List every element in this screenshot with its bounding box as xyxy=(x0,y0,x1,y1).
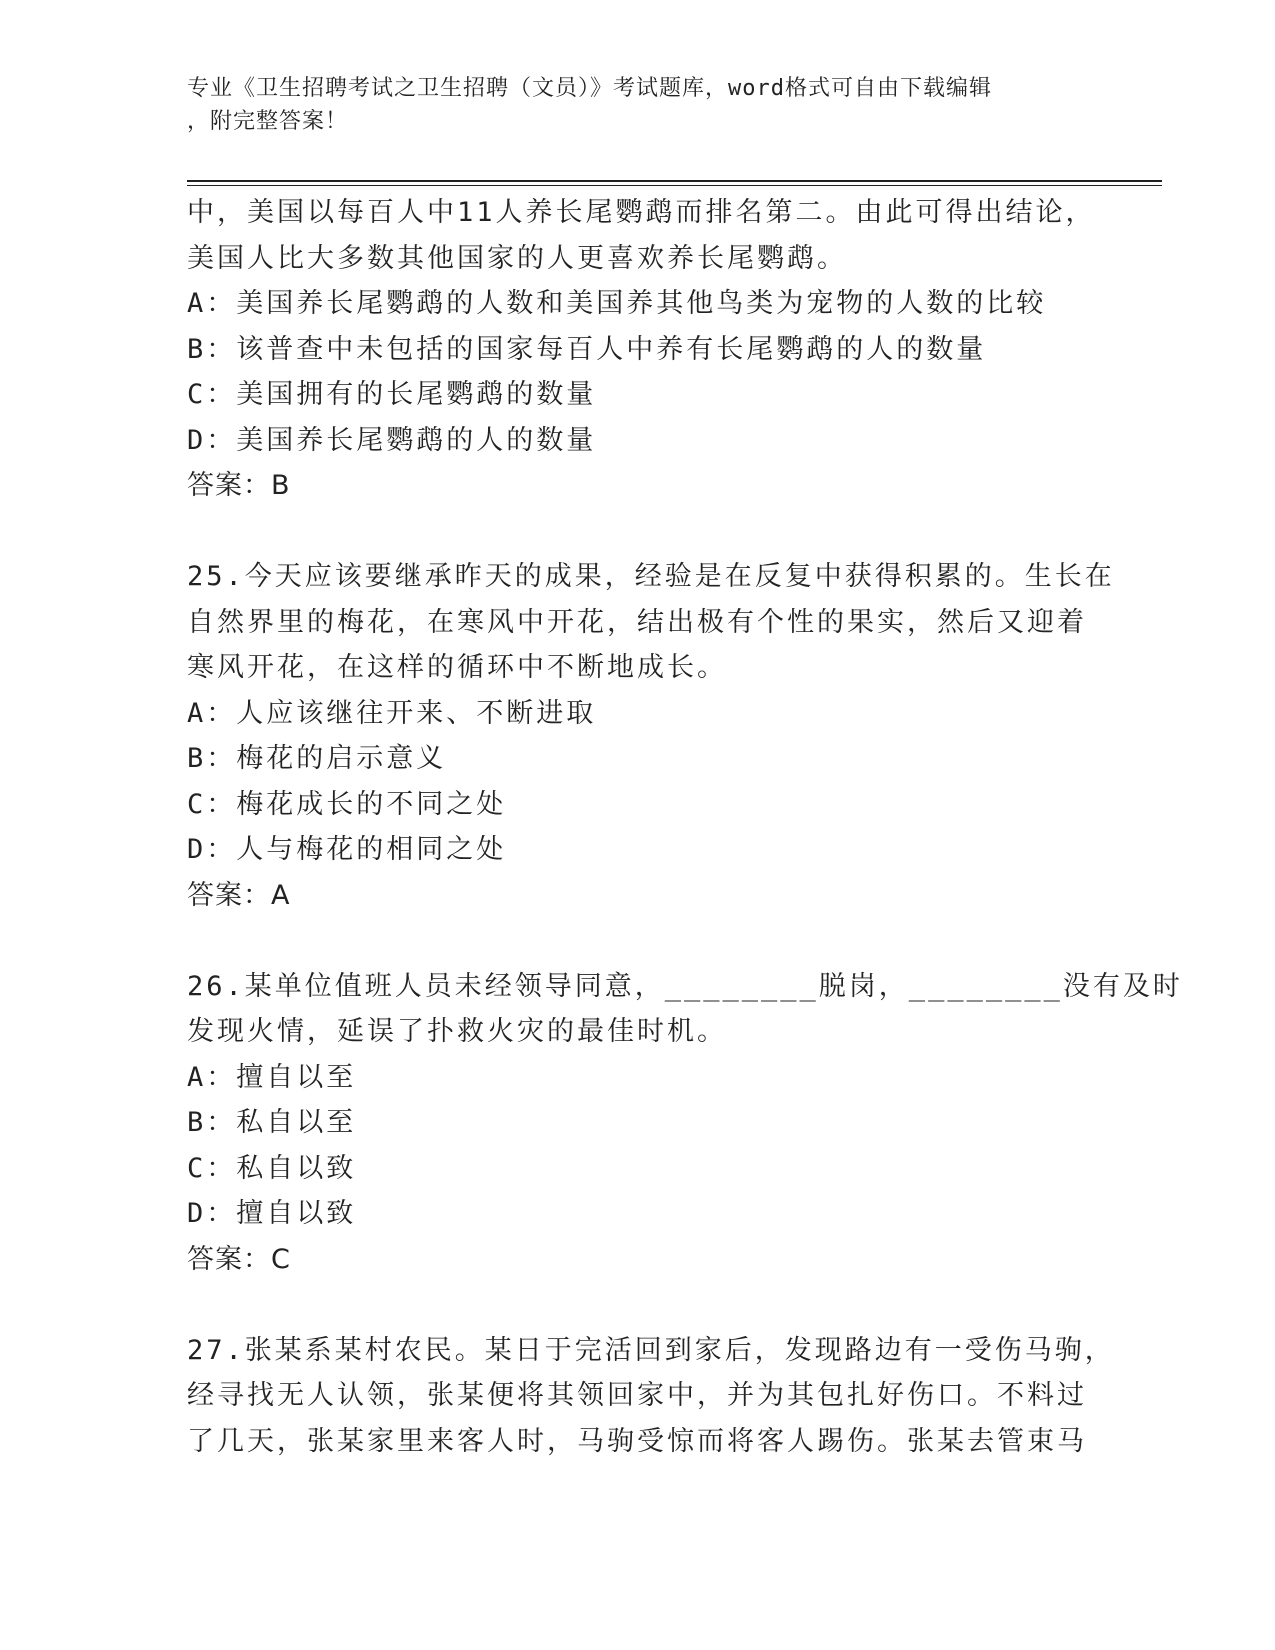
answer-line: 答案：B xyxy=(187,470,291,501)
spacer xyxy=(187,509,1087,555)
question-stem-line: 寒风开花，在这样的循环中不断地成长。 xyxy=(187,652,727,683)
option-a: A：美国养长尾鹦鹉的人数和美国养其他鸟类为宠物的人数的比较 xyxy=(187,288,1047,319)
option-d: D：美国养长尾鹦鹉的人的数量 xyxy=(187,424,597,456)
question-stem-line: 美国人比大多数其他国家的人更喜欢养长尾鹦鹉。 xyxy=(187,242,847,274)
spacer xyxy=(187,1282,1087,1328)
question-26 xyxy=(187,964,1183,1283)
header-rule-thin xyxy=(187,185,1162,186)
header-line-1: 专业《卫生招聘考试之卫生招聘（文员）》考试题库，word格式可自由下载编辑 xyxy=(187,76,992,101)
question-stem-line: 中，美国以每百人中11人养长尾鹦鹉而排名第二。由此可得出结论， xyxy=(187,197,1096,228)
question-24 xyxy=(187,190,1096,509)
header-rule-thick xyxy=(187,180,1162,182)
document-header xyxy=(187,72,1087,138)
question-27 xyxy=(187,1328,1115,1465)
option-c: C：私自以致 xyxy=(187,1152,357,1184)
option-b: B：该普查中未包括的国家每百人中养有长尾鹦鹉的人的数量 xyxy=(187,333,987,365)
option-a: A：人应该继往开来、不断进取 xyxy=(187,697,597,729)
option-b: B：私自以至 xyxy=(187,1107,357,1138)
question-stem-line: 自然界里的梅花，在寒风中开花，结出极有个性的果实，然后又迎着 xyxy=(187,606,1087,638)
question-stem-line: 发现火情，延误了扑救火灾的最佳时机。 xyxy=(187,1016,727,1047)
answer-line: 答案：C xyxy=(187,1243,291,1275)
question-stem-line: 27.张某系某村农民。某日于完活回到家后，发现路边有一受伤马驹， xyxy=(187,1334,1115,1366)
option-d: D：擅自以致 xyxy=(187,1198,357,1229)
option-b: B：梅花的启示意义 xyxy=(187,743,447,774)
option-c: C：梅花成长的不同之处 xyxy=(187,788,507,820)
option-a: A：擅自以至 xyxy=(187,1061,357,1093)
question-stem-line: 26.某单位值班人员未经领导同意，________脱岗，________没有及时 xyxy=(187,970,1183,1002)
answer-line: 答案：A xyxy=(187,879,291,911)
question-stem-line: 了几天，张某家里来客人时，马驹受惊而将客人踢伤。张某去管束马 xyxy=(187,1425,1087,1457)
spacer xyxy=(187,918,1087,964)
question-content xyxy=(187,190,1183,1464)
option-c: C：美国拥有的长尾鹦鹉的数量 xyxy=(187,379,597,410)
header-line-2: ，附完整答案！ xyxy=(187,109,349,134)
option-d: D：人与梅花的相同之处 xyxy=(187,834,507,865)
question-stem-line: 25.今天应该要继承昨天的成果，经验是在反复中获得积累的。生长在 xyxy=(187,561,1115,592)
question-25 xyxy=(187,554,1115,918)
question-stem-line: 经寻找无人认领，张某便将其领回家中，并为其包扎好伤口。不料过 xyxy=(187,1380,1087,1411)
